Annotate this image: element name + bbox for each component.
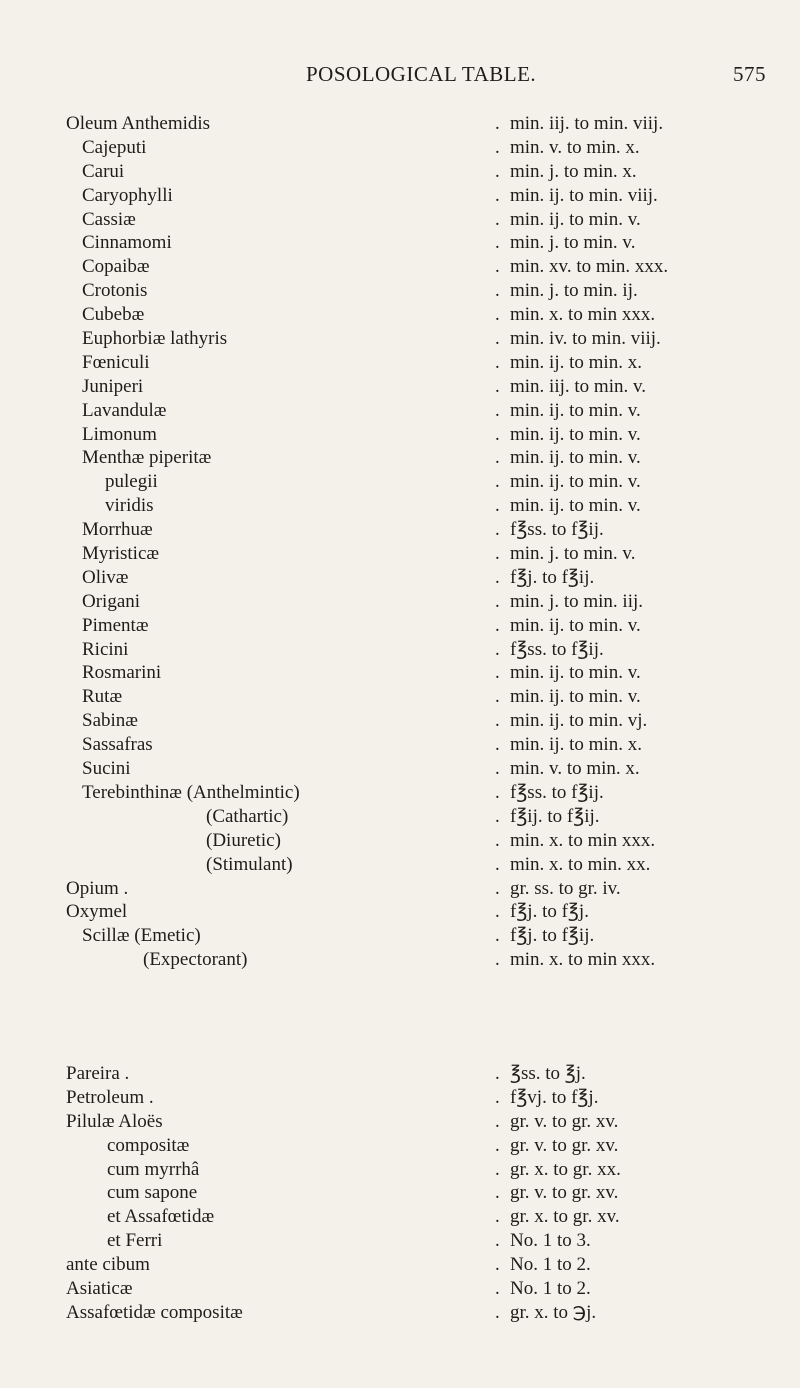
dose-value: gr. x. to gr. xx.	[510, 1158, 621, 1180]
table-row	[0, 590, 800, 614]
dose-value: f℥ij. to f℥ij.	[510, 805, 600, 827]
drug-name: Crotonis	[82, 280, 148, 302]
table-row	[0, 757, 800, 781]
drug-name: Petroleum .	[66, 1086, 154, 1108]
table-row	[0, 375, 800, 399]
leader-dot: .	[495, 734, 500, 756]
drug-name: ante cibum	[66, 1254, 150, 1276]
page-header	[0, 62, 800, 92]
dose-value: min. ij. to min. v.	[510, 447, 641, 469]
table-row	[0, 1253, 800, 1277]
dose-value: min. x. to min. xx.	[510, 853, 651, 875]
dose-value: min. ij. to min. v.	[510, 614, 641, 636]
drug-name: Cajeputi	[82, 136, 147, 158]
leader-dot: .	[495, 136, 500, 158]
dose-value: f℥ss. to f℥ij.	[510, 781, 604, 803]
drug-name: Asiaticæ	[66, 1278, 133, 1300]
drug-name: Cassiæ	[82, 208, 136, 230]
dose-value: min. iij. to min. v.	[510, 375, 646, 397]
leader-dot: .	[495, 280, 500, 302]
leader-dot: .	[495, 184, 500, 206]
leader-dot: .	[495, 710, 500, 732]
drug-name: et Ferri	[107, 1230, 163, 1252]
leader-dot: .	[495, 471, 500, 493]
table-row	[0, 829, 800, 853]
drug-name: Lavandulæ	[82, 399, 167, 421]
dose-value: min. ij. to min. x.	[510, 351, 642, 373]
dose-value: min. ij. to min. v.	[510, 686, 641, 708]
leader-dot: .	[495, 519, 500, 541]
leader-dot: .	[495, 160, 500, 182]
table-row	[0, 1062, 800, 1086]
leader-dot: .	[495, 1086, 500, 1108]
drug-name: Sassafras	[82, 734, 153, 756]
dose-value: min. ij. to min. v.	[510, 399, 641, 421]
dose-value: gr. v. to gr. xv.	[510, 1110, 619, 1132]
leader-dot: .	[495, 543, 500, 565]
drug-name: Copaibæ	[82, 256, 150, 278]
table-row	[0, 470, 800, 494]
table-row	[0, 303, 800, 327]
drug-name: compositæ	[107, 1134, 190, 1156]
drug-name: Rutæ	[82, 686, 123, 708]
leader-dot: .	[495, 781, 500, 803]
table-row	[0, 423, 800, 447]
leader-dot: .	[495, 901, 500, 923]
leader-dot: .	[495, 447, 500, 469]
table-row	[0, 518, 800, 542]
leader-dot: .	[495, 1063, 500, 1084]
dose-value: ℥ss. to ℥j.	[510, 1063, 586, 1084]
drug-name: Myristicæ	[82, 543, 160, 565]
table-row	[0, 805, 800, 829]
dose-value: f℥ss. to f℥ij.	[510, 638, 604, 660]
dose-value: min. ij. to min. x.	[510, 734, 642, 756]
table-row	[0, 1110, 800, 1134]
table-row	[0, 184, 800, 208]
dose-value: No. 1 to 2.	[510, 1278, 591, 1300]
drug-name: Terebinthinæ (Anthelmintic)	[82, 781, 300, 803]
leader-dot: .	[495, 232, 500, 254]
leader-dot: .	[495, 877, 500, 899]
table-row	[0, 399, 800, 423]
table-row	[0, 733, 800, 757]
leader-dot: .	[495, 423, 500, 445]
dose-value: min. j. to min. v.	[510, 543, 636, 565]
leader-dot: .	[495, 1278, 500, 1300]
table-row	[0, 1134, 800, 1158]
dose-value: min. ij. to min. v.	[510, 495, 641, 517]
drug-name: Pilulæ Aloës	[66, 1110, 163, 1132]
dose-value: min. xv. to min. xxx.	[510, 256, 669, 278]
dose-value: min. ij. to min. vj.	[510, 710, 648, 732]
dose-table-oils	[0, 112, 800, 972]
drug-name: viridis	[105, 495, 154, 517]
drug-name: Scillæ (Emetic)	[82, 925, 201, 947]
dose-value: min. x. to min xxx.	[510, 949, 656, 971]
table-row	[0, 1229, 800, 1253]
table-row	[0, 208, 800, 232]
drug-name: Rosmarini	[82, 662, 162, 684]
table-row	[0, 351, 800, 375]
dose-value: min. x. to min xxx.	[510, 829, 656, 851]
drug-name: Juniperi	[82, 375, 144, 397]
dose-value: No. 1 to 3.	[510, 1230, 591, 1252]
drug-name: Caryophylli	[82, 184, 173, 206]
page-number: 575	[733, 62, 766, 86]
leader-dot: .	[495, 1230, 500, 1252]
table-row	[0, 566, 800, 590]
dose-value: f℥j. to f℥ij.	[510, 925, 595, 947]
drug-name: Euphorbiæ lathyris	[82, 328, 228, 350]
dose-value: min. iij. to min. viij.	[510, 113, 664, 134]
leader-dot: .	[495, 399, 500, 421]
dose-value: gr. ss. to gr. iv.	[510, 877, 621, 899]
table-row	[0, 1301, 800, 1325]
drug-name: Olivæ	[82, 566, 129, 588]
dose-value: min. ij. to min. viij.	[510, 184, 658, 206]
dose-value: gr. v. to gr. xv.	[510, 1182, 619, 1204]
table-row	[0, 446, 800, 470]
leader-dot: .	[495, 662, 500, 684]
table-row	[0, 1086, 800, 1110]
leader-dot: .	[495, 304, 500, 326]
dose-value: min. iv. to min. viij.	[510, 328, 661, 350]
drug-name: Ricini	[82, 638, 129, 660]
drug-name: (Expectorant)	[143, 949, 248, 971]
dose-value: gr. x. to ℈j.	[510, 1301, 597, 1323]
table-row	[0, 781, 800, 805]
drug-name: Origani	[82, 590, 141, 612]
leader-dot: .	[495, 1182, 500, 1204]
leader-dot: .	[495, 351, 500, 373]
drug-name: cum myrrhâ	[107, 1158, 200, 1180]
table-row	[0, 1181, 800, 1205]
drug-name: Opium .	[66, 877, 129, 899]
table-row	[0, 614, 800, 638]
dose-value: f℥j. to f℥j.	[510, 901, 589, 923]
table-row	[0, 924, 800, 948]
dose-value: min. ij. to min. v.	[510, 423, 641, 445]
leader-dot: .	[495, 1158, 500, 1180]
leader-dot: .	[495, 566, 500, 588]
drug-name: Pimentæ	[82, 614, 149, 636]
table-row	[0, 877, 800, 901]
table-row	[0, 231, 800, 255]
dose-value: min. j. to min. v.	[510, 232, 636, 254]
leader-dot: .	[495, 686, 500, 708]
table-row	[0, 1277, 800, 1301]
table-row	[0, 327, 800, 351]
dose-value: min. ij. to min. v.	[510, 471, 641, 493]
leader-dot: .	[495, 853, 500, 875]
table-row	[0, 853, 800, 877]
leader-dot: .	[495, 1254, 500, 1276]
drug-name: cum sapone	[107, 1182, 198, 1204]
drug-name: Morrhuæ	[82, 519, 153, 541]
table-row	[0, 494, 800, 518]
dose-value: gr. x. to gr. xv.	[510, 1206, 620, 1228]
leader-dot: .	[495, 829, 500, 851]
leader-dot: .	[495, 805, 500, 827]
dose-value: min. v. to min. x.	[510, 758, 640, 780]
drug-name: Oxymel	[66, 901, 128, 923]
drug-name: Limonum	[82, 423, 157, 445]
leader-dot: .	[495, 758, 500, 780]
leader-dot: .	[495, 375, 500, 397]
table-row	[0, 638, 800, 662]
drug-name: pulegii	[105, 471, 158, 493]
drug-name: Cinnamomi	[82, 232, 172, 254]
leader-dot: .	[495, 256, 500, 278]
leader-dot: .	[495, 1134, 500, 1156]
drug-name: Assafœtidæ compositæ	[66, 1301, 243, 1323]
running-title: POSOLOGICAL TABLE.	[306, 62, 537, 86]
dose-table-pills	[0, 1062, 800, 1325]
table-row	[0, 279, 800, 303]
table-row	[0, 542, 800, 566]
dose-value: gr. v. to gr. xv.	[510, 1134, 619, 1156]
drug-name: (Cathartic)	[206, 805, 289, 827]
dose-value: min. j. to min. x.	[510, 160, 637, 182]
dose-value: min. j. to min. iij.	[510, 590, 644, 612]
drug-name: Cubebæ	[82, 304, 145, 326]
leader-dot: .	[495, 949, 500, 971]
dose-value: min. j. to min. ij.	[510, 280, 638, 302]
table-row	[0, 948, 800, 972]
leader-dot: .	[495, 495, 500, 517]
dose-value: f℥vj. to f℥j.	[510, 1086, 599, 1108]
dose-value: min. ij. to min. v.	[510, 208, 641, 230]
leader-dot: .	[495, 208, 500, 230]
drug-name: Fœniculi	[82, 351, 150, 373]
dose-value: f℥ss. to f℥ij.	[510, 519, 604, 541]
dose-value: No. 1 to 2.	[510, 1254, 591, 1276]
dose-value: f℥j. to f℥ij.	[510, 566, 595, 588]
leader-dot: .	[495, 614, 500, 636]
dose-value: min. x. to min xxx.	[510, 304, 656, 326]
table-row	[0, 1158, 800, 1182]
drug-name: Menthæ piperitæ	[82, 447, 212, 469]
table-row	[0, 709, 800, 733]
table-row	[0, 160, 800, 184]
drug-name: Sucini	[82, 758, 131, 780]
table-row	[0, 685, 800, 709]
leader-dot: .	[495, 590, 500, 612]
table-row	[0, 661, 800, 685]
leader-dot: .	[495, 113, 500, 134]
drug-name: Oleum Anthemidis	[66, 113, 211, 134]
table-row	[0, 136, 800, 160]
drug-name: et Assafœtidæ	[107, 1206, 215, 1228]
leader-dot: .	[495, 1110, 500, 1132]
drug-name: (Diuretic)	[206, 829, 281, 851]
leader-dot: .	[495, 925, 500, 947]
leader-dot: .	[495, 1301, 500, 1323]
table-row	[0, 1205, 800, 1229]
table-row	[0, 900, 800, 924]
drug-name: (Stimulant)	[206, 853, 293, 875]
drug-name: Sabinæ	[82, 710, 138, 732]
drug-name: Pareira .	[66, 1063, 130, 1084]
table-row	[0, 255, 800, 279]
leader-dot: .	[495, 1206, 500, 1228]
drug-name: Carui	[82, 160, 125, 182]
dose-value: min. v. to min. x.	[510, 136, 640, 158]
leader-dot: .	[495, 328, 500, 350]
table-row	[0, 112, 800, 136]
dose-value: min. ij. to min. v.	[510, 662, 641, 684]
leader-dot: .	[495, 638, 500, 660]
